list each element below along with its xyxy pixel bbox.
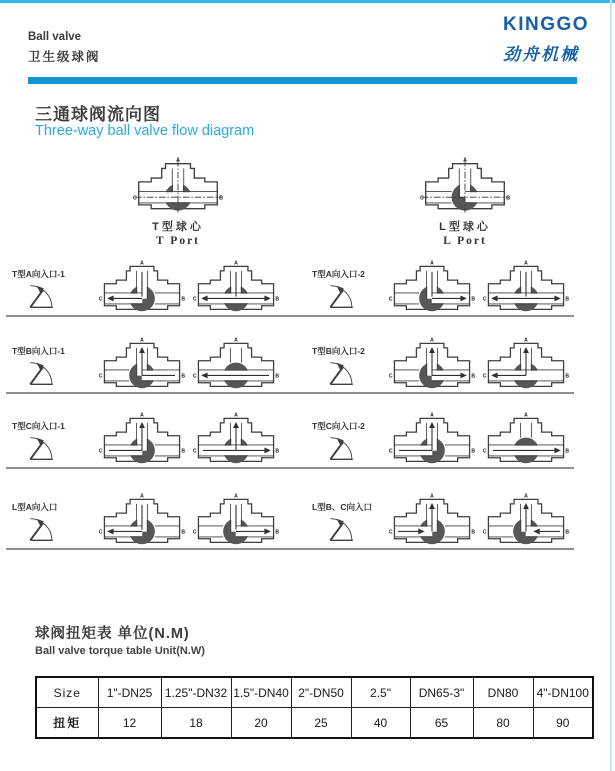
- svg-text:A: A: [234, 493, 238, 500]
- section-title-en: Three-way ball valve flow diagram: [35, 123, 255, 139]
- svg-text:B: B: [275, 529, 280, 536]
- svg-text:C: C: [192, 529, 197, 536]
- valve-diagram: [388, 492, 476, 554]
- flow-row-4: [12, 490, 596, 550]
- valve-handle-icon: [28, 516, 98, 548]
- torque-size-row: [36, 677, 593, 708]
- svg-text:B: B: [181, 448, 186, 455]
- svg-text:A: A: [524, 493, 528, 500]
- valve-handle-icon: [28, 435, 98, 467]
- flow-group-label-block: [12, 345, 98, 394]
- svg-text:B: B: [471, 373, 476, 380]
- svg-text:A: A: [430, 412, 434, 419]
- flow-row-3: [12, 409, 596, 469]
- size-cell: DN80: [473, 677, 533, 708]
- svg-text:B: B: [565, 448, 570, 455]
- valve-diagram: [98, 411, 186, 473]
- svg-text:C: C: [482, 296, 487, 303]
- figure-t-port: [128, 156, 228, 247]
- l-port-valve-diagram: [415, 156, 515, 215]
- svg-text:C: C: [388, 448, 393, 455]
- svg-text:C: C: [98, 529, 103, 536]
- svg-text:B: B: [565, 373, 570, 380]
- size-cell: 1.5"-DN40: [231, 677, 291, 708]
- figure-caption-zh: T型球心: [152, 221, 204, 234]
- flow-group-label-block: [12, 501, 98, 550]
- valve-handle-icon: [328, 516, 388, 548]
- brand-name-zh: 劲舟机械: [503, 45, 579, 64]
- valve-diagram: [192, 411, 280, 473]
- torque-title-zh: 球阀扭矩表 单位(N.M): [35, 626, 190, 642]
- svg-text:A: A: [140, 493, 144, 500]
- svg-text:A: A: [176, 157, 180, 164]
- svg-text:B: B: [181, 529, 186, 536]
- torque-table: [35, 676, 594, 739]
- svg-text:C: C: [482, 373, 487, 380]
- flow-row-1: [12, 257, 596, 317]
- svg-text:A: A: [234, 260, 238, 267]
- valve-diagram: [388, 336, 476, 398]
- torque-title-en: Ball valve torque table Unit(N.W): [35, 645, 205, 657]
- valve-diagram: [388, 411, 476, 473]
- flow-group-label: T型C向入口-2: [312, 421, 365, 431]
- svg-text:B: B: [275, 296, 280, 303]
- svg-text:B: B: [471, 296, 476, 303]
- flow-group-label: T型A向入口-1: [12, 269, 65, 279]
- svg-text:A: A: [430, 260, 434, 267]
- flow-group-label-block: [12, 268, 98, 317]
- flow-group-label: T型C向入口-1: [12, 421, 65, 431]
- row-separator: [6, 315, 574, 317]
- svg-text:B: B: [471, 448, 476, 455]
- svg-text:A: A: [140, 412, 144, 419]
- torque-row-label-cell: 扭矩: [36, 708, 98, 739]
- svg-text:A: A: [430, 493, 434, 500]
- flow-group-label-block: [312, 345, 388, 394]
- header-rule: [28, 77, 577, 84]
- size-cell: DN65-3": [410, 677, 473, 708]
- torque-value-cell: 12: [98, 708, 161, 739]
- figure-caption-zh: L型球心: [439, 221, 491, 234]
- svg-text:C: C: [388, 373, 393, 380]
- valve-diagram: [98, 259, 186, 321]
- svg-text:C: C: [482, 448, 487, 455]
- flow-group-label-block: [12, 420, 98, 469]
- svg-text:B: B: [565, 296, 570, 303]
- flow-group-label: T型B向入口-1: [12, 346, 65, 356]
- torque-value-cell: 90: [533, 708, 593, 739]
- svg-text:C: C: [192, 448, 197, 455]
- valve-handle-icon: [28, 283, 98, 315]
- torque-value-cell: 40: [351, 708, 410, 739]
- size-cell: 2"-DN50: [291, 677, 351, 708]
- svg-text:A: A: [140, 337, 144, 344]
- size-cell: 2.5": [351, 677, 410, 708]
- product-name-zh: 卫生级球阀: [28, 50, 101, 64]
- svg-text:B: B: [506, 195, 511, 202]
- svg-text:A: A: [463, 157, 467, 164]
- svg-text:A: A: [234, 412, 238, 419]
- torque-value-cell: 20: [231, 708, 291, 739]
- row-separator: [6, 467, 574, 469]
- svg-text:A: A: [524, 260, 528, 267]
- flow-row-2: [12, 334, 596, 394]
- svg-text:C: C: [388, 296, 393, 303]
- flow-group-label: T型A向入口-2: [312, 269, 365, 279]
- svg-text:A: A: [524, 412, 528, 419]
- valve-diagram: [192, 492, 280, 554]
- valve-diagram: [192, 336, 280, 398]
- valve-diagram: [482, 259, 570, 321]
- flow-group-label-block: [312, 420, 388, 469]
- svg-text:C: C: [388, 529, 393, 536]
- row-separator: [6, 392, 574, 394]
- valve-diagram: [192, 259, 280, 321]
- svg-text:C: C: [132, 195, 137, 202]
- svg-text:B: B: [471, 529, 476, 536]
- size-cell: 4"-DN100: [533, 677, 593, 708]
- valve-handle-icon: [28, 360, 98, 392]
- flow-group-label-block: [312, 501, 388, 550]
- valve-diagram: [482, 411, 570, 473]
- size-header-cell: Size: [36, 677, 98, 708]
- svg-text:B: B: [275, 448, 280, 455]
- flow-group-label: T型B向入口-2: [312, 346, 365, 356]
- valve-diagram: [482, 336, 570, 398]
- valve-diagram: [98, 492, 186, 554]
- svg-text:A: A: [524, 337, 528, 344]
- svg-text:B: B: [219, 195, 224, 202]
- svg-text:A: A: [430, 337, 434, 344]
- svg-text:B: B: [181, 296, 186, 303]
- flow-group-label: L型B、C向入口: [312, 502, 372, 512]
- svg-text:C: C: [482, 529, 487, 536]
- valve-diagram: [482, 492, 570, 554]
- brand-logo-text: KINGGO: [503, 14, 590, 35]
- section-title-zh: 三通球阀流向图: [35, 105, 161, 124]
- svg-text:C: C: [98, 296, 103, 303]
- svg-text:B: B: [565, 529, 570, 536]
- svg-text:B: B: [275, 373, 280, 380]
- torque-value-cell: 18: [161, 708, 231, 739]
- valve-diagram: [388, 259, 476, 321]
- product-name-en: Ball valve: [28, 31, 82, 43]
- torque-value-cell: 80: [473, 708, 533, 739]
- svg-text:C: C: [192, 296, 197, 303]
- flow-group-label-block: [312, 268, 388, 317]
- figure-caption-en: L Port: [443, 235, 487, 248]
- svg-text:B: B: [181, 373, 186, 380]
- torque-value-cell: 65: [410, 708, 473, 739]
- size-cell: 1.25"-DN32: [161, 677, 231, 708]
- svg-text:C: C: [98, 448, 103, 455]
- valve-diagram: [98, 336, 186, 398]
- torque-value-cell: 25: [291, 708, 351, 739]
- size-cell: 1"-DN25: [98, 677, 161, 708]
- svg-text:C: C: [419, 195, 424, 202]
- torque-value-row: [36, 708, 593, 739]
- figure-caption-en: T Port: [155, 235, 201, 248]
- right-accent-strip: [610, 0, 612, 771]
- valve-handle-icon: [328, 435, 388, 467]
- svg-text:A: A: [140, 260, 144, 267]
- top-accent-strip: [0, 0, 615, 3]
- valve-handle-icon: [328, 360, 388, 392]
- flow-group-label: L型A向入口: [12, 502, 58, 512]
- figure-l-port: [415, 156, 515, 247]
- valve-handle-icon: [328, 283, 388, 315]
- t-port-valve-diagram: [128, 156, 228, 215]
- svg-text:A: A: [234, 337, 238, 344]
- svg-text:C: C: [98, 373, 103, 380]
- svg-text:C: C: [192, 373, 197, 380]
- row-separator: [6, 548, 574, 550]
